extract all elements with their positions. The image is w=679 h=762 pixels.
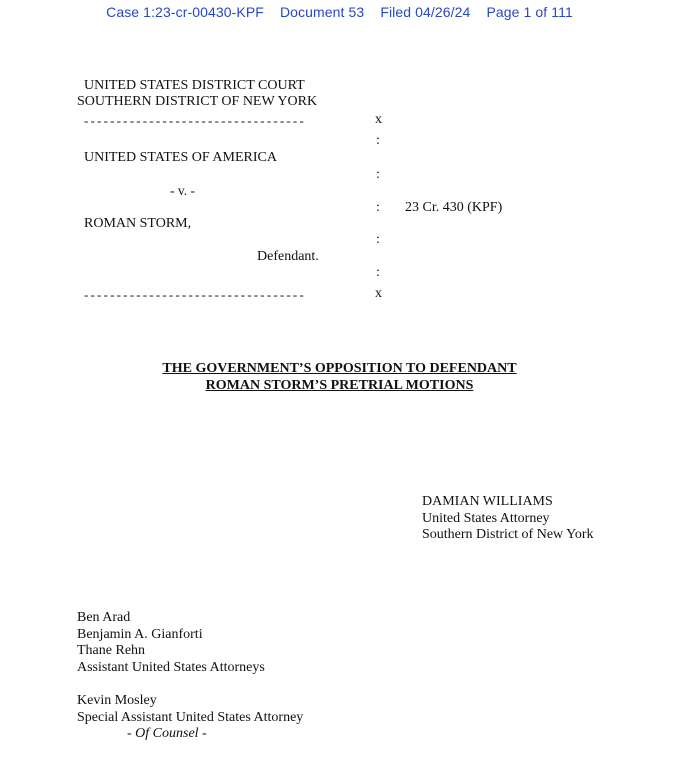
- caption-dashes-bottom: ----------------------------------: [84, 287, 306, 302]
- caption-versus: - v. -: [170, 183, 195, 198]
- header-page-count: Page 1 of 111: [486, 4, 573, 20]
- header-filed-date: Filed 04/26/24: [380, 4, 471, 20]
- attorney-name: Thane Rehn: [77, 643, 146, 658]
- special-attorney-name: Kevin Mosley: [77, 693, 157, 708]
- caption-x-top: x: [375, 112, 382, 127]
- header-document-number: Document 53: [279, 4, 365, 20]
- caption-defendant-name: ROMAN STORM,: [84, 216, 192, 231]
- caption-defendant-label: Defendant.: [257, 249, 319, 264]
- caption-colon: :: [376, 200, 380, 215]
- court-name-line1: UNITED STATES DISTRICT COURT: [84, 78, 305, 93]
- document-title-line1: THE GOVERNMENT’S OPPOSITION TO DEFENDANT: [162, 361, 517, 376]
- caption-x-bottom: x: [375, 286, 382, 301]
- signatory-name: DAMIAN WILLIAMS: [422, 494, 553, 509]
- signatory-district: Southern District of New York: [422, 527, 594, 542]
- caption-colon: :: [376, 167, 380, 182]
- attorney-name: Benjamin A. Gianforti: [77, 627, 203, 642]
- caption-plaintiff: UNITED STATES OF AMERICA: [84, 150, 277, 165]
- header-case-number: Case 1:23-cr-00430-KPF: [106, 4, 264, 20]
- attorney-name: Ben Arad: [77, 610, 131, 625]
- of-counsel: - Of Counsel -: [127, 726, 207, 741]
- caption-colon: :: [376, 133, 380, 148]
- special-attorney-title: Special Assistant United States Attorney: [77, 710, 304, 725]
- document-title-line2: ROMAN STORM’S PRETRIAL MOTIONS: [205, 378, 474, 393]
- attorneys-title: Assistant United States Attorneys: [77, 660, 265, 675]
- case-number: 23 Cr. 430 (KPF): [405, 200, 503, 215]
- caption-colon: :: [376, 232, 380, 247]
- court-name-line2: SOUTHERN DISTRICT OF NEW YORK: [77, 94, 318, 109]
- signatory-title: United States Attorney: [422, 511, 550, 526]
- caption-colon: :: [376, 265, 380, 280]
- caption-dashes-top: ----------------------------------: [84, 113, 306, 128]
- ecf-header: [0, 4, 679, 20]
